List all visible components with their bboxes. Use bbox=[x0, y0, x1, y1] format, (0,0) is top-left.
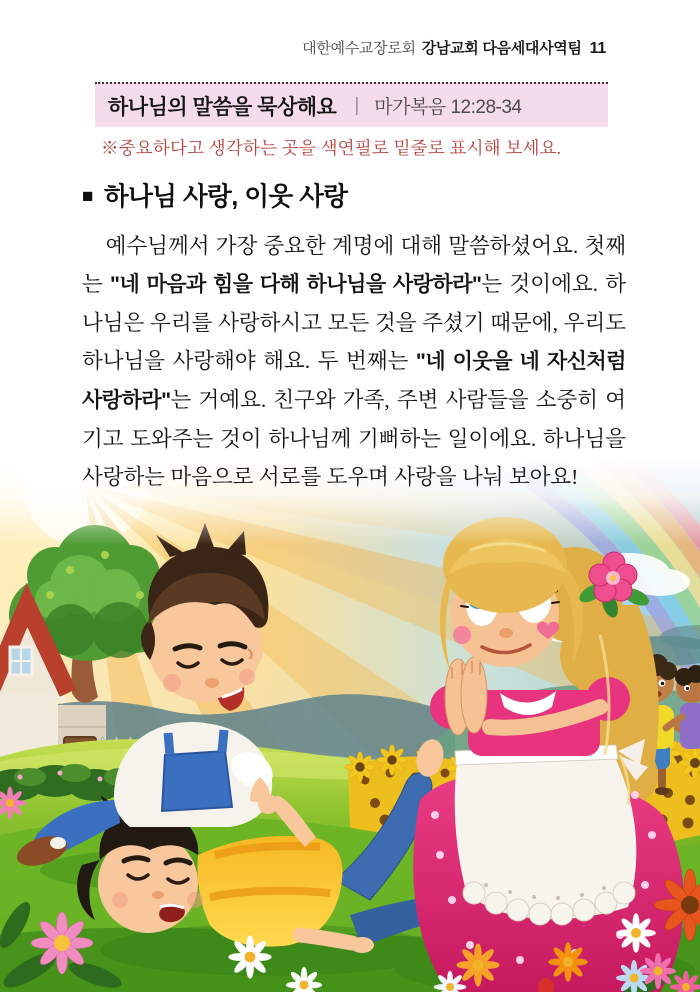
illustration-svg bbox=[0, 455, 700, 992]
lesson-paragraph bbox=[82, 227, 626, 496]
section-title-text: 하나님 사랑, 이웃 사랑 bbox=[103, 183, 348, 211]
body-text-run: 는 것이에요. 하나님은 우리를 사랑하시고 모든 것을 주셨기 때문에, 우리도 하나님을 사랑해야 해요. 두 번째는 bbox=[82, 272, 626, 373]
publisher-label: 대한예수교장로회 bbox=[302, 40, 416, 57]
underline-notice: ※중요하다고 생각하는 곳을 색연필로 밑줄로 표시해 보세요. bbox=[101, 138, 562, 158]
scripture-banner bbox=[95, 82, 608, 127]
scripture-quote: "네 마음과 힘을 다해 하나님을 사랑하라" bbox=[110, 273, 482, 296]
banner-title: 하나님의 말씀을 묵상해요 bbox=[108, 95, 337, 119]
scripture-reference: 마가복음 12:28-34 bbox=[374, 97, 522, 118]
page-header bbox=[302, 37, 606, 58]
page-number: 11 bbox=[589, 40, 606, 57]
praying-hands bbox=[445, 657, 487, 735]
scripture-quote: "네 이웃을 네 자신처럼 사랑하라" bbox=[82, 350, 626, 412]
body-text-run: 예수님께서 가장 중요한 계명에 대해 말씀하셨어요. 첫째는 bbox=[82, 234, 626, 296]
team-label: 강남교회 다음세대사역팀 bbox=[421, 40, 582, 57]
body-text-run: 는 거예요. 친구와 가족, 주변 사람들을 소중히 여기고 도와주는 것이 하나님께 기뻐하는 일이에요. 하나님을 사랑하는 마음으로 서로를 도우며 사랑을 나눠 보아요! bbox=[82, 388, 626, 489]
banner-separator: | bbox=[354, 94, 360, 116]
section-title bbox=[82, 177, 348, 213]
story-illustration bbox=[0, 455, 700, 992]
square-bullet-icon: ■ bbox=[82, 186, 93, 207]
